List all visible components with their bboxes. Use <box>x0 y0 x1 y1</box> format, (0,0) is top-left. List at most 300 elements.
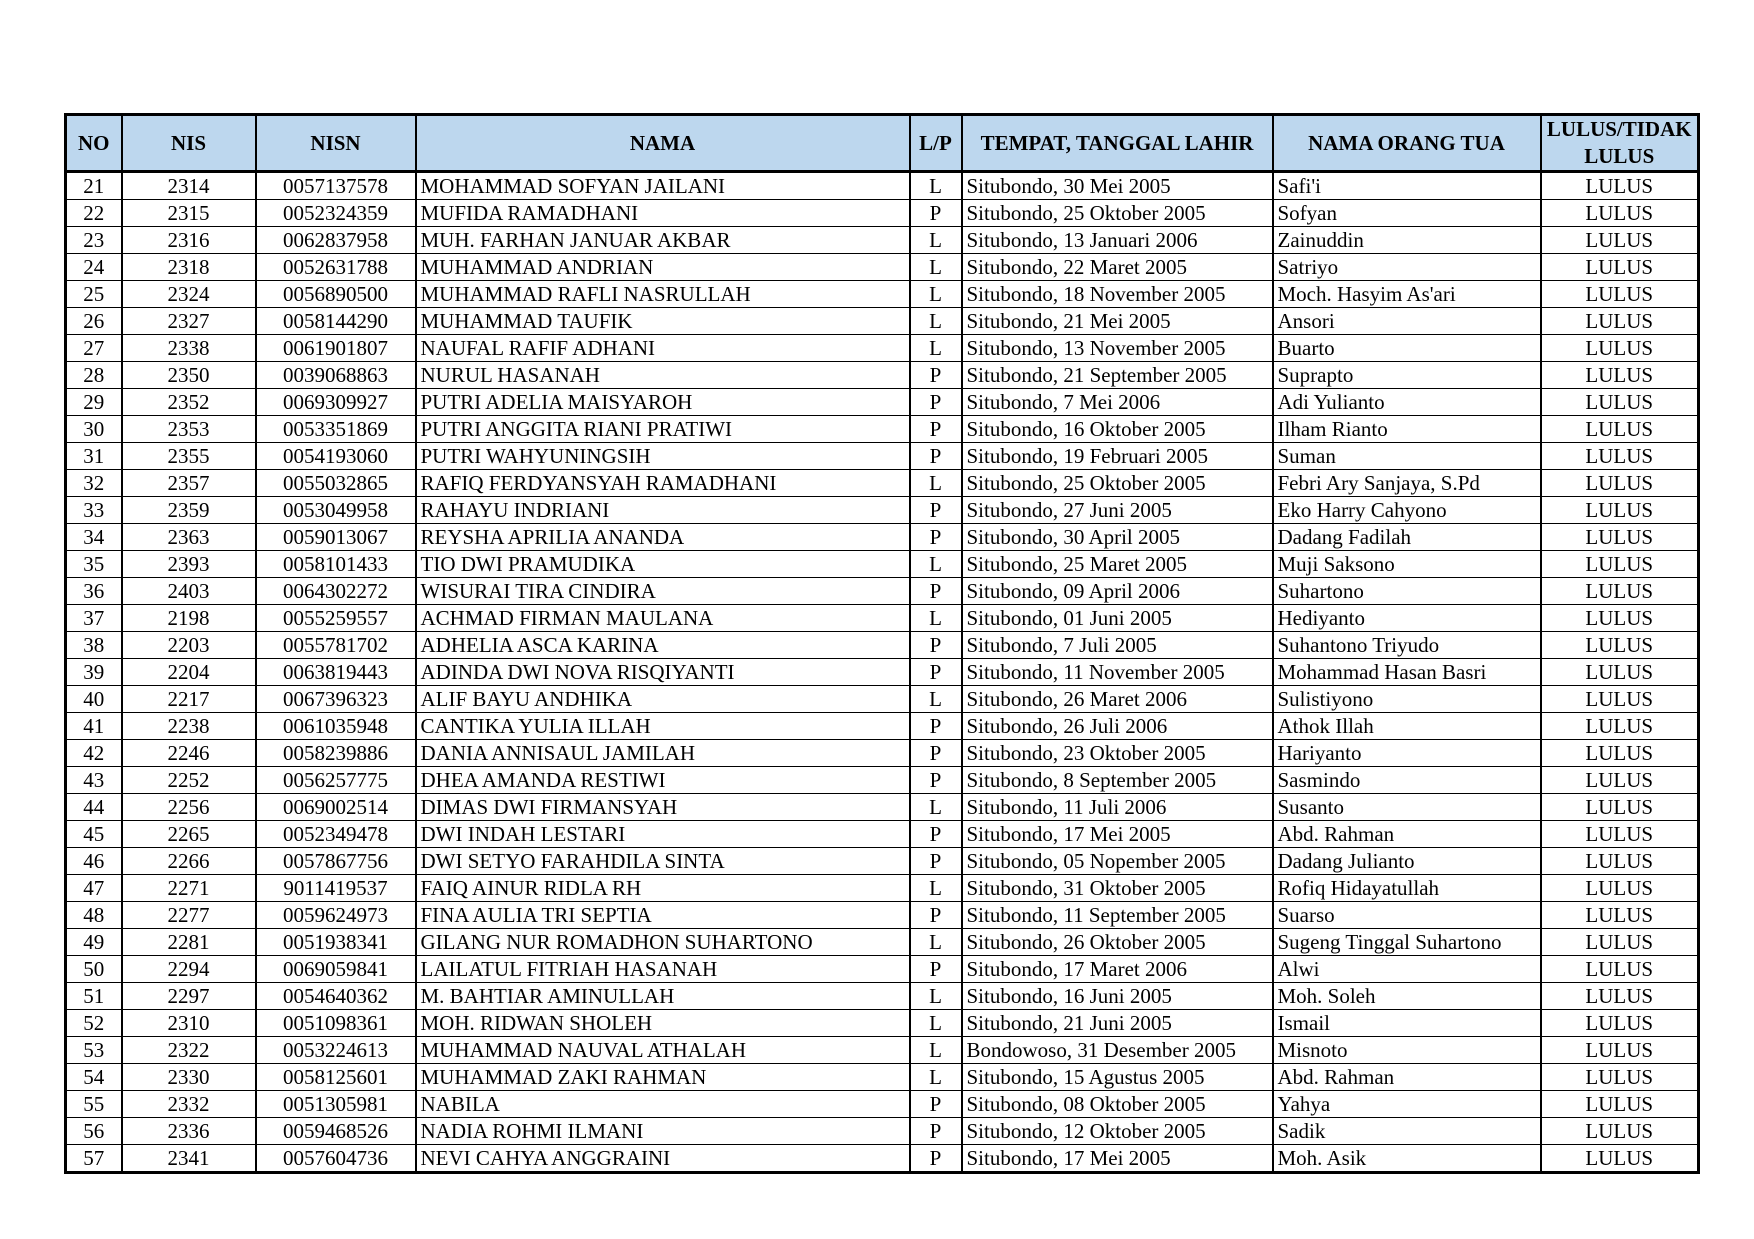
cell-no: 26 <box>66 308 122 335</box>
cell-nisn: 0069309927 <box>256 389 416 416</box>
cell-nisn: 0052324359 <box>256 200 416 227</box>
cell-nama: NEVI CAHYA ANGGRAINI <box>416 1145 910 1173</box>
table-row <box>66 1145 1699 1173</box>
cell-lp: L <box>910 172 962 200</box>
cell-nama: MUHAMMAD NAUVAL ATHALAH <box>416 1037 910 1064</box>
table-row <box>66 1118 1699 1145</box>
cell-ttl: Situbondo, 26 Oktober 2005 <box>962 929 1273 956</box>
cell-ortu: Rofiq Hidayatullah <box>1273 875 1541 902</box>
cell-nisn: 0067396323 <box>256 686 416 713</box>
cell-status: LULUS <box>1541 551 1699 578</box>
cell-nisn: 0055259557 <box>256 605 416 632</box>
cell-nama: ADINDA DWI NOVA RISQIYANTI <box>416 659 910 686</box>
cell-nis: 2204 <box>122 659 256 686</box>
cell-lp: L <box>910 929 962 956</box>
cell-no: 22 <box>66 200 122 227</box>
cell-lp: P <box>910 578 962 605</box>
cell-status: LULUS <box>1541 335 1699 362</box>
cell-nis: 2281 <box>122 929 256 956</box>
cell-ttl: Situbondo, 12 Oktober 2005 <box>962 1118 1273 1145</box>
header-status: LULUS/TIDAK LULUS <box>1541 115 1699 172</box>
cell-nisn: 0061035948 <box>256 713 416 740</box>
cell-ortu: Suhartono <box>1273 578 1541 605</box>
cell-ttl: Situbondo, 25 Oktober 2005 <box>962 200 1273 227</box>
cell-nis: 2265 <box>122 821 256 848</box>
cell-lp: P <box>910 767 962 794</box>
cell-ortu: Safi'i <box>1273 172 1541 200</box>
cell-ortu: Sofyan <box>1273 200 1541 227</box>
cell-nis: 2271 <box>122 875 256 902</box>
cell-nisn: 0058125601 <box>256 1064 416 1091</box>
cell-status: LULUS <box>1541 1091 1699 1118</box>
cell-status: LULUS <box>1541 308 1699 335</box>
cell-lp: L <box>910 794 962 821</box>
cell-nama: MUHAMMAD ANDRIAN <box>416 254 910 281</box>
cell-lp: L <box>910 254 962 281</box>
table-row <box>66 848 1699 875</box>
cell-lp: P <box>910 497 962 524</box>
cell-status: LULUS <box>1541 875 1699 902</box>
cell-lp: L <box>910 227 962 254</box>
cell-no: 23 <box>66 227 122 254</box>
cell-ortu: Alwi <box>1273 956 1541 983</box>
cell-no: 41 <box>66 713 122 740</box>
cell-nisn: 0057604736 <box>256 1145 416 1173</box>
cell-nis: 2294 <box>122 956 256 983</box>
cell-nis: 2297 <box>122 983 256 1010</box>
cell-nisn: 0061901807 <box>256 335 416 362</box>
cell-nisn: 0057137578 <box>256 172 416 200</box>
cell-nis: 2353 <box>122 416 256 443</box>
cell-ttl: Situbondo, 23 Oktober 2005 <box>962 740 1273 767</box>
table-row <box>66 956 1699 983</box>
cell-no: 40 <box>66 686 122 713</box>
cell-nis: 2330 <box>122 1064 256 1091</box>
table-row <box>66 821 1699 848</box>
table-row <box>66 308 1699 335</box>
cell-nis: 2310 <box>122 1010 256 1037</box>
cell-status: LULUS <box>1541 200 1699 227</box>
cell-no: 52 <box>66 1010 122 1037</box>
cell-nisn: 0055781702 <box>256 632 416 659</box>
cell-ttl: Situbondo, 8 September 2005 <box>962 767 1273 794</box>
cell-lp: L <box>910 308 962 335</box>
cell-nama: ALIF BAYU ANDHIKA <box>416 686 910 713</box>
cell-nis: 2357 <box>122 470 256 497</box>
cell-ttl: Situbondo, 01 Juni 2005 <box>962 605 1273 632</box>
table-row <box>66 632 1699 659</box>
cell-ttl: Situbondo, 11 Juli 2006 <box>962 794 1273 821</box>
cell-nisn: 0059624973 <box>256 902 416 929</box>
cell-status: LULUS <box>1541 172 1699 200</box>
cell-nama: TIO DWI PRAMUDIKA <box>416 551 910 578</box>
cell-ortu: Buarto <box>1273 335 1541 362</box>
cell-ttl: Situbondo, 11 November 2005 <box>962 659 1273 686</box>
cell-status: LULUS <box>1541 740 1699 767</box>
cell-status: LULUS <box>1541 767 1699 794</box>
cell-nisn: 0069059841 <box>256 956 416 983</box>
table-row <box>66 605 1699 632</box>
cell-nis: 2352 <box>122 389 256 416</box>
cell-status: LULUS <box>1541 902 1699 929</box>
cell-nisn: 9011419537 <box>256 875 416 902</box>
table-row <box>66 902 1699 929</box>
cell-lp: L <box>910 551 962 578</box>
cell-nisn: 0051305981 <box>256 1091 416 1118</box>
cell-no: 48 <box>66 902 122 929</box>
cell-ortu: Dadang Fadilah <box>1273 524 1541 551</box>
cell-nama: MUHAMMAD TAUFIK <box>416 308 910 335</box>
table-row <box>66 227 1699 254</box>
cell-no: 34 <box>66 524 122 551</box>
cell-status: LULUS <box>1541 632 1699 659</box>
cell-lp: P <box>910 956 962 983</box>
cell-nama: CANTIKA YULIA ILLAH <box>416 713 910 740</box>
cell-lp: L <box>910 335 962 362</box>
cell-nama: ACHMAD FIRMAN MAULANA <box>416 605 910 632</box>
cell-ortu: Suman <box>1273 443 1541 470</box>
table-row <box>66 172 1699 200</box>
cell-nama: NADIA ROHMI ILMANI <box>416 1118 910 1145</box>
cell-nis: 2332 <box>122 1091 256 1118</box>
table-row <box>66 794 1699 821</box>
cell-ttl: Situbondo, 13 November 2005 <box>962 335 1273 362</box>
cell-lp: P <box>910 848 962 875</box>
cell-nisn: 0051938341 <box>256 929 416 956</box>
cell-no: 49 <box>66 929 122 956</box>
cell-nama: MOH. RIDWAN SHOLEH <box>416 1010 910 1037</box>
cell-no: 29 <box>66 389 122 416</box>
cell-ttl: Situbondo, 16 Oktober 2005 <box>962 416 1273 443</box>
cell-nisn: 0054640362 <box>256 983 416 1010</box>
graduation-table <box>64 113 1700 1174</box>
cell-status: LULUS <box>1541 929 1699 956</box>
cell-ortu: Muji Saksono <box>1273 551 1541 578</box>
cell-nisn: 0059468526 <box>256 1118 416 1145</box>
cell-ortu: Suprapto <box>1273 362 1541 389</box>
cell-status: LULUS <box>1541 227 1699 254</box>
cell-nis: 2322 <box>122 1037 256 1064</box>
cell-nis: 2327 <box>122 308 256 335</box>
cell-no: 31 <box>66 443 122 470</box>
cell-ttl: Situbondo, 22 Maret 2005 <box>962 254 1273 281</box>
cell-nis: 2336 <box>122 1118 256 1145</box>
cell-no: 50 <box>66 956 122 983</box>
cell-lp: P <box>910 362 962 389</box>
cell-nama: GILANG NUR ROMADHON SUHARTONO <box>416 929 910 956</box>
cell-status: LULUS <box>1541 821 1699 848</box>
cell-nama: DWI SETYO FARAHDILA SINTA <box>416 848 910 875</box>
cell-nama: PUTRI ANGGITA RIANI PRATIWI <box>416 416 910 443</box>
cell-lp: P <box>910 524 962 551</box>
cell-nisn: 0069002514 <box>256 794 416 821</box>
cell-nis: 2318 <box>122 254 256 281</box>
cell-ortu: Moh. Soleh <box>1273 983 1541 1010</box>
table-row <box>66 1091 1699 1118</box>
cell-no: 28 <box>66 362 122 389</box>
cell-no: 53 <box>66 1037 122 1064</box>
header-no: NO <box>66 115 122 172</box>
cell-ttl: Bondowoso, 31 Desember 2005 <box>962 1037 1273 1064</box>
cell-nisn: 0056257775 <box>256 767 416 794</box>
cell-ttl: Situbondo, 17 Mei 2005 <box>962 821 1273 848</box>
cell-nama: DHEA AMANDA RESTIWI <box>416 767 910 794</box>
cell-status: LULUS <box>1541 1145 1699 1173</box>
cell-status: LULUS <box>1541 389 1699 416</box>
cell-nama: FINA AULIA TRI SEPTIA <box>416 902 910 929</box>
cell-status: LULUS <box>1541 659 1699 686</box>
cell-ttl: Situbondo, 17 Maret 2006 <box>962 956 1273 983</box>
cell-nama: DIMAS DWI FIRMANSYAH <box>416 794 910 821</box>
cell-status: LULUS <box>1541 254 1699 281</box>
cell-ortu: Sadik <box>1273 1118 1541 1145</box>
header-nisn: NISN <box>256 115 416 172</box>
cell-ttl: Situbondo, 18 November 2005 <box>962 281 1273 308</box>
cell-status: LULUS <box>1541 713 1699 740</box>
cell-ortu: Sugeng Tinggal Suhartono <box>1273 929 1541 956</box>
table-row <box>66 740 1699 767</box>
cell-nis: 2277 <box>122 902 256 929</box>
cell-lp: L <box>910 1010 962 1037</box>
cell-status: LULUS <box>1541 1010 1699 1037</box>
cell-status: LULUS <box>1541 416 1699 443</box>
cell-nisn: 0039068863 <box>256 362 416 389</box>
cell-nisn: 0051098361 <box>256 1010 416 1037</box>
table-row <box>66 335 1699 362</box>
cell-ttl: Situbondo, 7 Juli 2005 <box>962 632 1273 659</box>
cell-no: 43 <box>66 767 122 794</box>
cell-nisn: 0064302272 <box>256 578 416 605</box>
table-row <box>66 389 1699 416</box>
table-row <box>66 983 1699 1010</box>
cell-nisn: 0053224613 <box>256 1037 416 1064</box>
cell-nis: 2217 <box>122 686 256 713</box>
cell-ttl: Situbondo, 08 Oktober 2005 <box>962 1091 1273 1118</box>
cell-ttl: Situbondo, 16 Juni 2005 <box>962 983 1273 1010</box>
cell-lp: P <box>910 416 962 443</box>
cell-lp: P <box>910 740 962 767</box>
cell-ttl: Situbondo, 30 April 2005 <box>962 524 1273 551</box>
cell-no: 38 <box>66 632 122 659</box>
cell-lp: L <box>910 983 962 1010</box>
cell-status: LULUS <box>1541 794 1699 821</box>
cell-nisn: 0056890500 <box>256 281 416 308</box>
cell-nis: 2393 <box>122 551 256 578</box>
cell-ttl: Situbondo, 17 Mei 2005 <box>962 1145 1273 1173</box>
cell-nama: MUHAMMAD RAFLI NASRULLAH <box>416 281 910 308</box>
cell-status: LULUS <box>1541 470 1699 497</box>
cell-ortu: Dadang Julianto <box>1273 848 1541 875</box>
cell-ttl: Situbondo, 15 Agustus 2005 <box>962 1064 1273 1091</box>
cell-ortu: Athok Illah <box>1273 713 1541 740</box>
cell-nisn: 0052631788 <box>256 254 416 281</box>
cell-nisn: 0054193060 <box>256 443 416 470</box>
table-row <box>66 551 1699 578</box>
cell-nama: MUHAMMAD ZAKI RAHMAN <box>416 1064 910 1091</box>
cell-ttl: Situbondo, 21 Juni 2005 <box>962 1010 1273 1037</box>
cell-nama: MUH. FARHAN JANUAR AKBAR <box>416 227 910 254</box>
cell-no: 51 <box>66 983 122 1010</box>
cell-ttl: Situbondo, 30 Mei 2005 <box>962 172 1273 200</box>
table-row <box>66 470 1699 497</box>
header-nama: NAMA <box>416 115 910 172</box>
cell-status: LULUS <box>1541 848 1699 875</box>
table-row <box>66 875 1699 902</box>
cell-status: LULUS <box>1541 956 1699 983</box>
cell-ortu: Zainuddin <box>1273 227 1541 254</box>
cell-nisn: 0053049958 <box>256 497 416 524</box>
table-row <box>66 1010 1699 1037</box>
cell-ortu: Sulistiyono <box>1273 686 1541 713</box>
cell-status: LULUS <box>1541 1037 1699 1064</box>
cell-ortu: Suhantono Triyudo <box>1273 632 1541 659</box>
table-body <box>66 172 1699 1173</box>
cell-no: 33 <box>66 497 122 524</box>
cell-status: LULUS <box>1541 983 1699 1010</box>
cell-no: 56 <box>66 1118 122 1145</box>
cell-no: 30 <box>66 416 122 443</box>
cell-ortu: Moh. Asik <box>1273 1145 1541 1173</box>
cell-nama: MUFIDA RAMADHANI <box>416 200 910 227</box>
cell-nisn: 0058239886 <box>256 740 416 767</box>
cell-ttl: Situbondo, 21 September 2005 <box>962 362 1273 389</box>
cell-nis: 2256 <box>122 794 256 821</box>
table-row <box>66 281 1699 308</box>
cell-nis: 2315 <box>122 200 256 227</box>
cell-status: LULUS <box>1541 605 1699 632</box>
cell-ttl: Situbondo, 25 Oktober 2005 <box>962 470 1273 497</box>
table-row <box>66 524 1699 551</box>
cell-nama: DWI INDAH LESTARI <box>416 821 910 848</box>
cell-nisn: 0058101433 <box>256 551 416 578</box>
table-row <box>66 929 1699 956</box>
cell-nis: 2314 <box>122 172 256 200</box>
table-row <box>66 686 1699 713</box>
cell-ortu: Mohammad Hasan Basri <box>1273 659 1541 686</box>
cell-ttl: Situbondo, 09 April 2006 <box>962 578 1273 605</box>
cell-ttl: Situbondo, 31 Oktober 2005 <box>962 875 1273 902</box>
cell-ttl: Situbondo, 27 Juni 2005 <box>962 497 1273 524</box>
cell-nama: PUTRI WAHYUNINGSIH <box>416 443 910 470</box>
cell-ortu: Ilham Rianto <box>1273 416 1541 443</box>
cell-lp: L <box>910 1037 962 1064</box>
cell-no: 39 <box>66 659 122 686</box>
cell-ortu: Yahya <box>1273 1091 1541 1118</box>
table-row <box>66 254 1699 281</box>
cell-no: 55 <box>66 1091 122 1118</box>
cell-ortu: Ismail <box>1273 1010 1541 1037</box>
cell-nis: 2198 <box>122 605 256 632</box>
cell-status: LULUS <box>1541 524 1699 551</box>
header-ortu: NAMA ORANG TUA <box>1273 115 1541 172</box>
cell-nis: 2355 <box>122 443 256 470</box>
cell-nama: ADHELIA ASCA KARINA <box>416 632 910 659</box>
table-row <box>66 659 1699 686</box>
cell-nis: 2341 <box>122 1145 256 1173</box>
cell-nama: MOHAMMAD SOFYAN JAILANI <box>416 172 910 200</box>
cell-no: 44 <box>66 794 122 821</box>
cell-nama: M. BAHTIAR AMINULLAH <box>416 983 910 1010</box>
table-row <box>66 443 1699 470</box>
cell-no: 46 <box>66 848 122 875</box>
cell-status: LULUS <box>1541 686 1699 713</box>
cell-nisn: 0059013067 <box>256 524 416 551</box>
cell-no: 42 <box>66 740 122 767</box>
cell-status: LULUS <box>1541 578 1699 605</box>
cell-nis: 2238 <box>122 713 256 740</box>
table-row <box>66 1037 1699 1064</box>
table-row <box>66 578 1699 605</box>
cell-nis: 2203 <box>122 632 256 659</box>
cell-ortu: Abd. Rahman <box>1273 821 1541 848</box>
table-row <box>66 767 1699 794</box>
cell-ttl: Situbondo, 25 Maret 2005 <box>962 551 1273 578</box>
header-row <box>66 115 1699 172</box>
cell-no: 35 <box>66 551 122 578</box>
cell-nisn: 0062837958 <box>256 227 416 254</box>
cell-nama: PUTRI ADELIA MAISYAROH <box>416 389 910 416</box>
table-row <box>66 1064 1699 1091</box>
cell-no: 25 <box>66 281 122 308</box>
cell-nisn: 0053351869 <box>256 416 416 443</box>
cell-ortu: Hediyanto <box>1273 605 1541 632</box>
cell-ortu: Sasmindo <box>1273 767 1541 794</box>
cell-lp: P <box>910 1145 962 1173</box>
cell-lp: P <box>910 659 962 686</box>
cell-no: 24 <box>66 254 122 281</box>
cell-ortu: Hariyanto <box>1273 740 1541 767</box>
cell-nis: 2252 <box>122 767 256 794</box>
cell-no: 47 <box>66 875 122 902</box>
cell-nama: NAUFAL RAFIF ADHANI <box>416 335 910 362</box>
cell-nis: 2266 <box>122 848 256 875</box>
cell-nisn: 0057867756 <box>256 848 416 875</box>
cell-nis: 2403 <box>122 578 256 605</box>
cell-lp: P <box>910 632 962 659</box>
cell-no: 36 <box>66 578 122 605</box>
cell-lp: P <box>910 200 962 227</box>
cell-ttl: Situbondo, 19 Februari 2005 <box>962 443 1273 470</box>
cell-ttl: Situbondo, 13 Januari 2006 <box>962 227 1273 254</box>
cell-nama: RAHAYU INDRIANI <box>416 497 910 524</box>
cell-no: 27 <box>66 335 122 362</box>
cell-nis: 2363 <box>122 524 256 551</box>
cell-status: LULUS <box>1541 497 1699 524</box>
cell-status: LULUS <box>1541 1064 1699 1091</box>
cell-lp: P <box>910 1118 962 1145</box>
cell-ortu: Suarso <box>1273 902 1541 929</box>
cell-lp: L <box>910 470 962 497</box>
cell-lp: P <box>910 821 962 848</box>
cell-lp: L <box>910 1064 962 1091</box>
cell-ortu: Satriyo <box>1273 254 1541 281</box>
cell-nis: 2338 <box>122 335 256 362</box>
cell-ortu: Misnoto <box>1273 1037 1541 1064</box>
cell-nis: 2350 <box>122 362 256 389</box>
cell-nama: WISURAI TIRA CINDIRA <box>416 578 910 605</box>
cell-ortu: Eko Harry Cahyono <box>1273 497 1541 524</box>
cell-ttl: Situbondo, 21 Mei 2005 <box>962 308 1273 335</box>
cell-nisn: 0058144290 <box>256 308 416 335</box>
cell-lp: P <box>910 389 962 416</box>
cell-status: LULUS <box>1541 443 1699 470</box>
table-row <box>66 416 1699 443</box>
cell-lp: L <box>910 605 962 632</box>
cell-ttl: Situbondo, 7 Mei 2006 <box>962 389 1273 416</box>
cell-nisn: 0052349478 <box>256 821 416 848</box>
cell-nama: DANIA ANNISAUL JAMILAH <box>416 740 910 767</box>
cell-nis: 2359 <box>122 497 256 524</box>
